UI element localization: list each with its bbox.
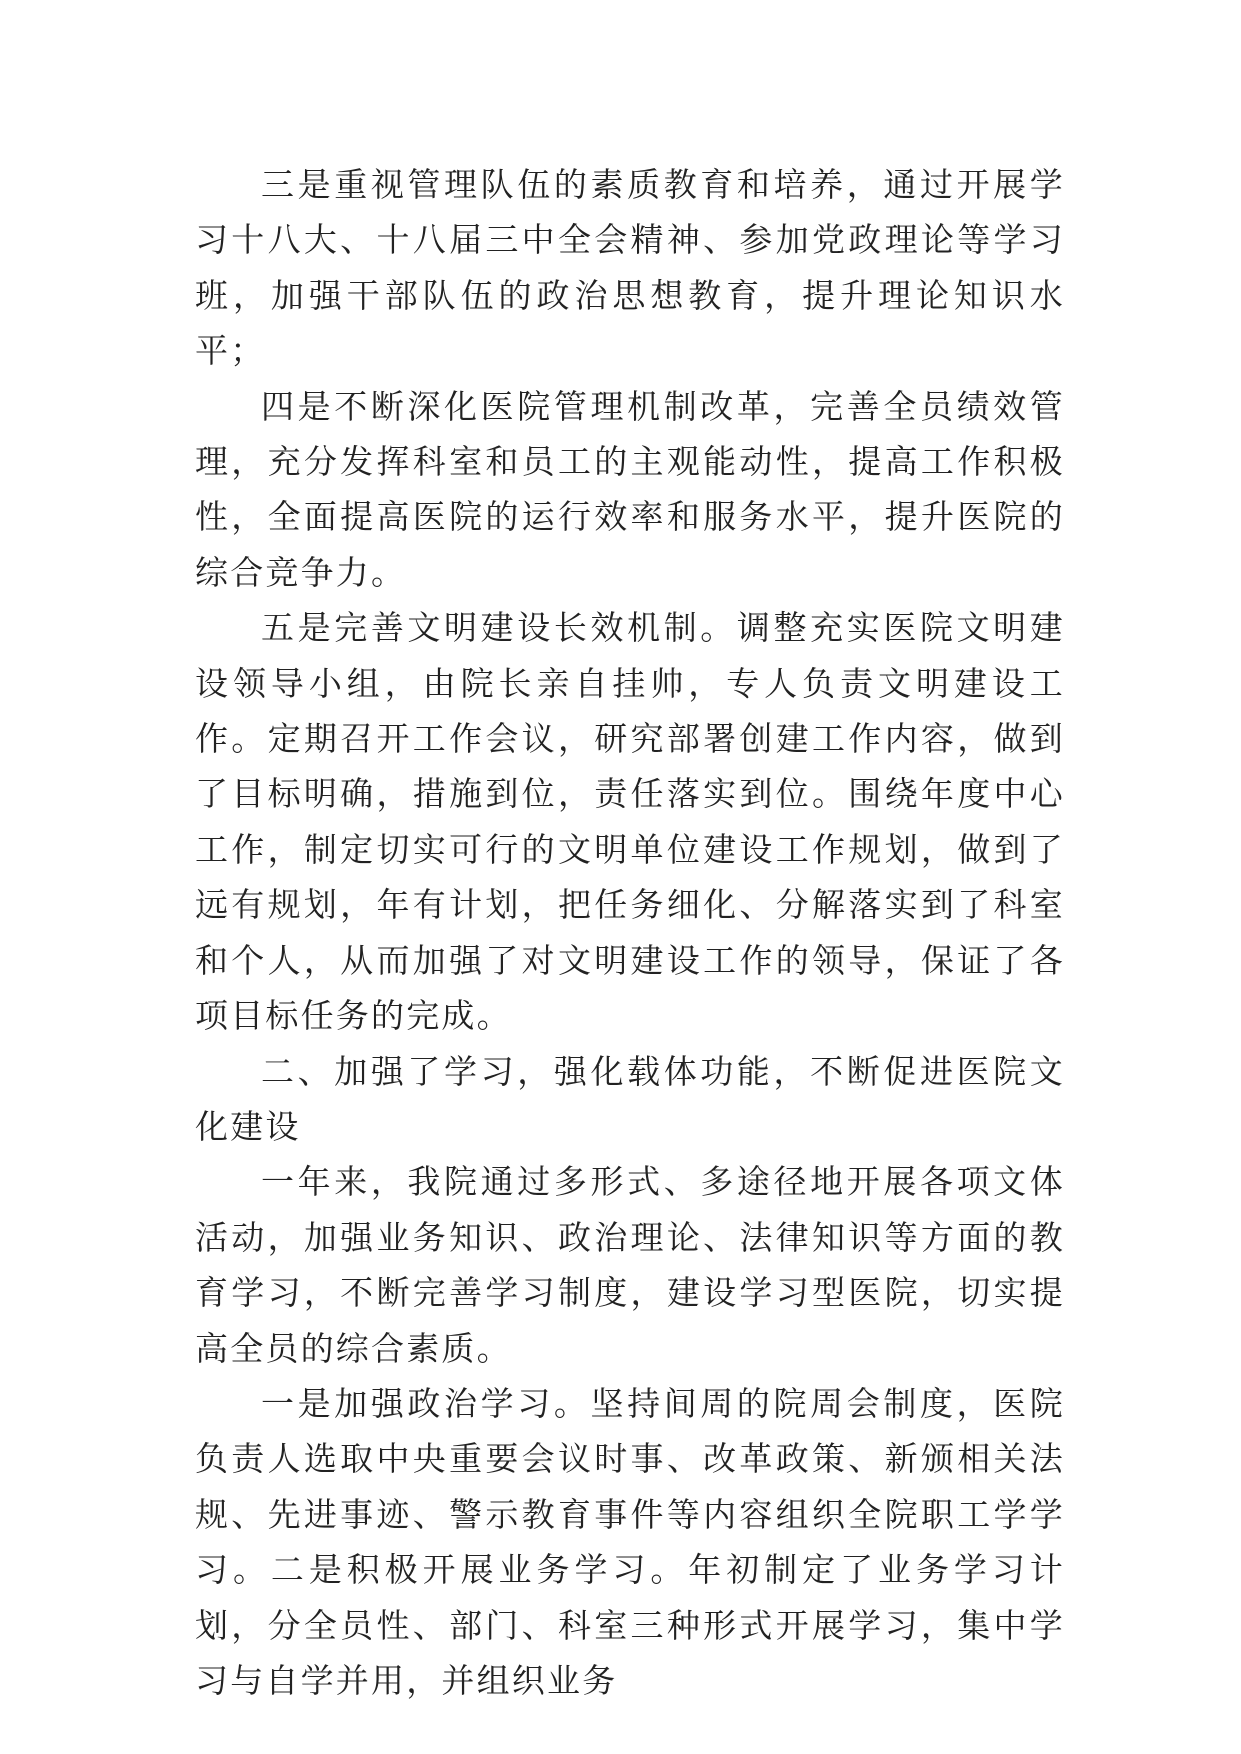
paragraph: 五是完善文明建设长效机制。调整充实医院文明建设领导小组，由院长亲自挂帅，专人负责文明建设工作。定期召开工作会议，研究部署创建工作内容，做到了目标明确，措施到位，责任落实到位。围绕年度中心工作，制定切实可行的文明单位建设工作规划，做到了远有规划，年有计划，把任务细化、分解落实到了科室和个人，从而加强了对文明建设工作的领导，保证了各项目标任务的完成。: [195, 608, 1065, 1036]
paragraph: 四是不断深化医院管理机制改革，完善全员绩效管理，充分发挥科室和员工的主观能动性，提高工作积极性，全面提高医院的运行效率和服务水平，提升医院的综合竞争力。: [195, 386, 1065, 592]
paragraph: 一年来，我院通过多形式、多途径地开展各项文体活动，加强业务知识、政治理论、法律知识等方面的教育学习，不断完善学习制度，建设学习型医院，切实提高全员的综合素质。: [195, 1162, 1065, 1368]
document-body: [195, 157, 1065, 1708]
paragraph: 一是加强政治学习。坚持间周的院周会制度，医院负责人选取中央重要会议时事、改革政策、新颁相关法规、先进事迹、警示教育事件等内容组织全院职工学学习。二是积极开展业务学习。年初制定了业务学习计划，分全员性、部门、科室三种形式开展学习，集中学习与自学并用，并组织业务: [195, 1383, 1065, 1700]
paragraph: 三是重视管理队伍的素质教育和培养，通过开展学习十八大、十八届三中全会精神、参加党政理论等学习班，加强干部队伍的政治思想教育，提升理论知识水平；: [195, 165, 1065, 371]
section-heading: 二、加强了学习，强化载体功能，不断促进医院文化建设: [195, 1051, 1065, 1146]
